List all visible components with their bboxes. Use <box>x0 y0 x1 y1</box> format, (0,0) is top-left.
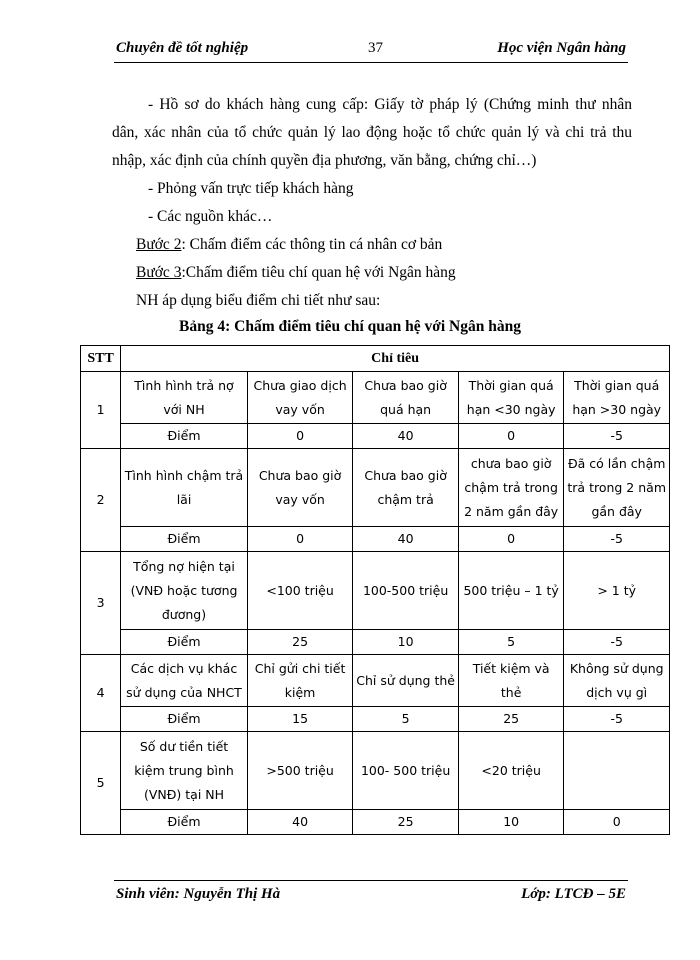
option-cell: Chưa bao giờ quá hạn <box>353 372 459 424</box>
score-row <box>81 810 670 835</box>
criteria-row <box>81 552 670 630</box>
header-institution: Học viện Ngân hàng <box>497 40 626 56</box>
option-cell: <20 triệu <box>458 732 564 810</box>
stt-cell: 4 <box>81 655 121 732</box>
score-row <box>81 630 670 655</box>
criterion-name-cell: Số dư tiền tiết kiệm trung bình (VNĐ) tại NH <box>121 732 248 810</box>
paragraph-sources-line2: dân, xác nhân của tổ chức quản lý lao động hoặc tổ chức quản lý và chi trả thu <box>112 124 632 141</box>
score-cell: 0 <box>564 810 670 835</box>
score-label-cell: Điểm <box>121 707 248 732</box>
option-cell: Chưa giao dịch vay vốn <box>247 372 353 424</box>
page-header <box>116 38 626 60</box>
option-cell: 100- 500 triệu <box>353 732 459 810</box>
option-cell: Không sử dụng dịch vụ gì <box>564 655 670 707</box>
score-cell: 0 <box>458 527 564 552</box>
score-cell: 15 <box>247 707 353 732</box>
stt-cell: 1 <box>81 372 121 449</box>
score-cell: 5 <box>353 707 459 732</box>
table-caption: Bảng 4: Chấm điểm tiêu chí quan hệ với Ngân hàng <box>179 318 521 335</box>
paragraph-interview: - Phỏng vấn trực tiếp khách hàng <box>148 180 354 197</box>
footer-divider <box>114 880 628 881</box>
score-cell: 10 <box>458 810 564 835</box>
step-3 <box>136 264 456 282</box>
scoring-table <box>80 345 670 835</box>
criteria-row <box>81 655 670 707</box>
option-cell: > 1 tỷ <box>564 552 670 630</box>
criterion-name-cell: Tổng nợ hiện tại (VNĐ hoặc tương đương) <box>121 552 248 630</box>
option-cell: Tiết kiệm và thẻ <box>458 655 564 707</box>
option-cell <box>564 732 670 810</box>
step-2-text: : Chấm điểm các thông tin cá nhân cơ bản <box>181 236 443 253</box>
table-intro: NH áp dụng biểu điểm chi tiết như sau: <box>136 292 381 309</box>
option-cell: Chưa bao giờ vay vốn <box>247 449 353 527</box>
page-footer <box>116 884 626 906</box>
score-cell: 25 <box>247 630 353 655</box>
score-label-cell: Điểm <box>121 630 248 655</box>
score-cell: -5 <box>564 630 670 655</box>
score-cell: 40 <box>353 424 459 449</box>
option-cell: chưa bao giờ chậm trả trong 2 năm gần đây <box>458 449 564 527</box>
score-cell: 25 <box>353 810 459 835</box>
score-cell: 0 <box>458 424 564 449</box>
score-cell: -5 <box>564 527 670 552</box>
option-cell: Chỉ gửi chi tiết kiệm <box>247 655 353 707</box>
score-label-cell: Điểm <box>121 810 248 835</box>
option-cell: 500 triệu – 1 tỷ <box>458 552 564 630</box>
score-cell: 0 <box>247 424 353 449</box>
score-cell: 5 <box>458 630 564 655</box>
score-cell: 0 <box>247 527 353 552</box>
score-cell: -5 <box>564 424 670 449</box>
option-cell: Thời gian quá hạn <30 ngày <box>458 372 564 424</box>
criteria-row <box>81 449 670 527</box>
score-row <box>81 707 670 732</box>
step-3-text: :Chấm điểm tiêu chí quan hệ với Ngân hàng <box>181 264 456 281</box>
score-label-cell: Điểm <box>121 424 248 449</box>
header-criteria: Chỉ tiêu <box>121 346 670 372</box>
paragraph-sources-line1: - Hồ sơ do khách hàng cung cấp: Giấy tờ pháp lý (Chứng minh thư nhân <box>148 96 632 113</box>
score-cell: 40 <box>353 527 459 552</box>
score-cell: 25 <box>458 707 564 732</box>
option-cell: Thời gian quá hạn >30 ngày <box>564 372 670 424</box>
header-divider <box>114 62 628 63</box>
score-row <box>81 527 670 552</box>
option-cell: >500 triệu <box>247 732 353 810</box>
step-2-label: Bước 2 <box>136 236 182 253</box>
score-cell: 40 <box>247 810 353 835</box>
stt-cell: 5 <box>81 732 121 835</box>
paragraph-other-sources: - Các nguồn khác… <box>148 208 273 225</box>
header-stt: STT <box>81 346 121 372</box>
stt-cell: 2 <box>81 449 121 552</box>
page-number: 37 <box>368 40 383 56</box>
option-cell: Đã có lần chậm trả trong 2 năm gần đây <box>564 449 670 527</box>
option-cell: <100 triệu <box>247 552 353 630</box>
criteria-row <box>81 732 670 810</box>
criterion-name-cell: Các dịch vụ khác sử dụng của NHCT <box>121 655 248 707</box>
criterion-name-cell: Tình hình trả nợ với NH <box>121 372 248 424</box>
header-document-title: Chuyên đề tốt nghiệp <box>116 40 249 56</box>
score-cell: -5 <box>564 707 670 732</box>
option-cell: Chưa bao giờ chậm trả <box>353 449 459 527</box>
option-cell: Chỉ sử dụng thẻ <box>353 655 459 707</box>
paragraph-sources-line3: nhập, xác định của chính quyền địa phương, văn bằng, chứng chỉ…) <box>112 152 537 169</box>
score-cell: 10 <box>353 630 459 655</box>
step-2 <box>136 236 442 254</box>
footer-student: Sinh viên: Nguyễn Thị Hà <box>116 886 281 902</box>
criterion-name-cell: Tình hình chậm trả lãi <box>121 449 248 527</box>
stt-cell: 3 <box>81 552 121 655</box>
score-label-cell: Điểm <box>121 527 248 552</box>
footer-class: Lớp: LTCĐ – 5E <box>521 886 626 902</box>
step-3-label: Bước 3 <box>136 264 182 281</box>
option-cell: 100-500 triệu <box>353 552 459 630</box>
table-header-row <box>81 346 670 372</box>
criteria-row <box>81 372 670 424</box>
score-row <box>81 424 670 449</box>
